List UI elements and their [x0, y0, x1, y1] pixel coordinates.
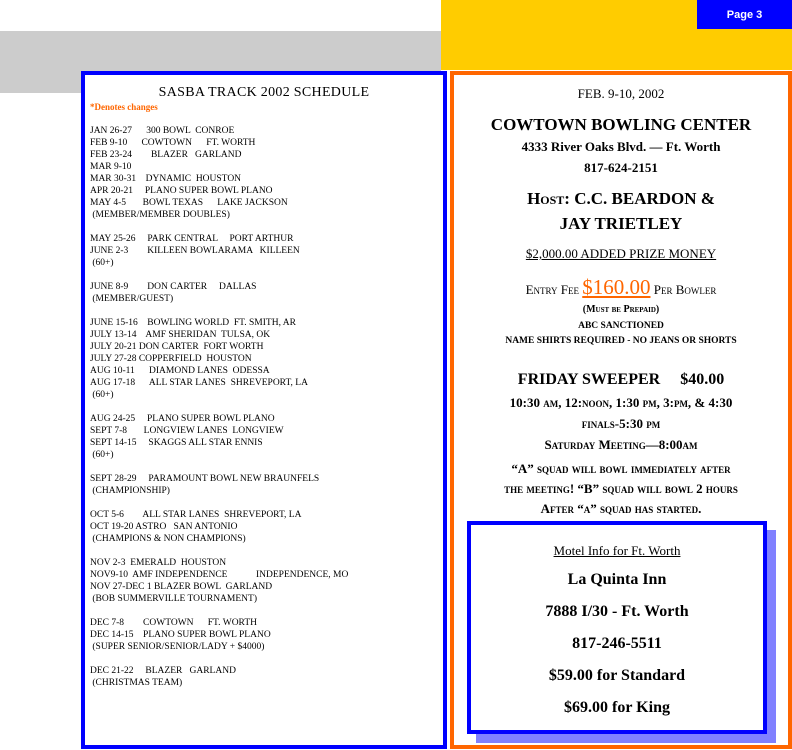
squad-line-2: the meeting! “B” squad will bowl 2 hours: [504, 481, 738, 496]
schedule-spacer: [90, 461, 348, 473]
motel-king-rate: $69.00 for King: [564, 699, 670, 716]
schedule-entry: AUG 17-18 ALL STAR LANES SHREVEPORT, LA: [90, 378, 308, 388]
bowling-center-name: COWTOWN BOWLING CENTER: [490, 115, 752, 134]
schedule-entry: (60+): [90, 450, 114, 460]
schedule-entry: FEB 23-24 BLAZER GARLAND: [90, 150, 242, 160]
schedule-entry: SEPT 28-29 PARAMOUNT BOWL NEW BRAUNFELS: [90, 474, 320, 484]
schedule-entry: JULY 13-14 AMF SHERIDAN TULSA, OK: [90, 330, 271, 340]
schedule-entry: (60+): [90, 258, 114, 268]
schedule-entry: OCT 5-6 ALL STAR LANES SHREVEPORT, LA: [90, 510, 302, 520]
schedule-entry: MAR 9-10: [90, 162, 132, 172]
schedule-entry: JUNE 15-16 BOWLING WORLD FT. SMITH, AR: [90, 318, 297, 328]
entry-fee-amount: $160.00: [582, 275, 651, 299]
motel-standard-rate: $59.00 for Standard: [548, 667, 686, 684]
schedule-entry: JUNE 2-3 KILLEEN BOWLARAMA KILLEEN: [90, 246, 300, 256]
schedule-spacer: [90, 305, 348, 317]
schedule-entry: JULY 27-28 COPPERFIELD HOUSTON: [90, 354, 252, 364]
schedule-entry: DEC 14-15 PLANO SUPER BOWL PLANO: [90, 630, 271, 640]
schedule-entry: MAY 25-26 PARK CENTRAL PORT ARTHUR: [90, 234, 294, 244]
prepaid-note: (Must be Prepaid): [582, 304, 660, 315]
motel-name: La Quinta Inn: [567, 571, 667, 588]
schedule-entry: JUNE 8-9 DON CARTER DALLAS: [90, 282, 257, 292]
schedule-entry: AUG 10-11 DIAMOND LANES ODESSA: [90, 366, 270, 376]
entry-suffix: Per Bowler: [650, 282, 717, 297]
center-phone: 817-624-2151: [584, 160, 658, 175]
schedule-entry: NOV 27-DEC 1 BLAZER BOWL GARLAND: [90, 582, 273, 592]
squad-line-3: After “a” squad has started.: [540, 501, 702, 516]
schedule-entry: JAN 26-27 300 BOWL CONROE: [90, 126, 235, 136]
schedule-spacer: [90, 497, 348, 509]
schedule-entry: SEPT 7-8 LONGVIEW LANES LONGVIEW: [90, 426, 284, 436]
schedule-spacer: [90, 221, 348, 233]
schedule-entry: APR 20-21 PLANO SUPER BOWL PLANO: [90, 186, 273, 196]
entry-fee-line: [454, 275, 788, 300]
schedule-entry: DEC 21-22 BLAZER GARLAND: [90, 666, 236, 676]
schedule-entry: NOV 2-3 EMERALD HOUSTON: [90, 558, 227, 568]
saturday-meeting: Saturday Meeting—8:00am: [544, 437, 698, 452]
host-line-1: Host: C.C. BEARDON &: [527, 189, 715, 208]
schedule-entry: (60+): [90, 390, 114, 400]
schedule-entry: AUG 24-25 PLANO SUPER BOWL PLANO: [90, 414, 275, 424]
event-date: FEB. 9-10, 2002: [577, 86, 665, 101]
schedule-entry: NOV9-10 AMF INDEPENDENCE INDEPENDENCE, MO: [90, 570, 349, 580]
schedule-entry: OCT 19-20 ASTRO SAN ANTONIO: [90, 522, 238, 532]
schedule-spacer: [90, 401, 348, 413]
schedule-spacer: [90, 545, 348, 557]
dress-code-note: NAME SHIRTS REQUIRED - NO JEANS OR SHORTS: [505, 336, 737, 346]
entry-prefix: Entry Fee: [525, 282, 583, 297]
schedule-list: [90, 125, 348, 689]
schedule-entry: MAY 4-5 BOWL TEXAS LAKE JACKSON: [90, 198, 288, 208]
schedule-entry: (MEMBER/MEMBER DOUBLES): [90, 210, 230, 220]
friday-sweeper: FRIDAY SWEEPER $40.00: [517, 371, 725, 388]
schedule-entry: SEPT 14-15 SKAGGS ALL STAR ENNIS: [90, 438, 263, 448]
schedule-spacer: [90, 605, 348, 617]
sanction-note: ABC SANCTIONED: [578, 321, 664, 331]
squad-info: [454, 459, 788, 519]
host-line-2: JAY TRIETLEY: [559, 214, 683, 233]
page-number-tab: Page 3: [697, 0, 792, 29]
schedule-spacer: [90, 269, 348, 281]
schedule-entry: (MEMBER/GUEST): [90, 294, 174, 304]
schedule-title: SASBA TRACK 2002 SCHEDULE: [158, 85, 370, 100]
squad-line-1: “A” squad will bowl immediately after: [511, 461, 731, 476]
motel-address: 7888 I/30 - Ft. Worth: [545, 603, 689, 620]
schedule-entry: (SUPER SENIOR/SENIOR/LADY + $4000): [90, 642, 265, 652]
schedule-entry: (BOB SUMMERVILLE TOURNAMENT): [90, 594, 257, 604]
schedule-panel: [81, 71, 447, 749]
schedule-entry: (CHAMPIONS & NON CHAMPIONS): [90, 534, 246, 544]
schedule-entry: MAR 30-31 DYNAMIC HOUSTON: [90, 174, 242, 184]
center-address: 4333 River Oaks Blvd. — Ft. Worth: [521, 139, 721, 154]
changes-note: *Denotes changes: [90, 102, 158, 112]
schedule-entry: JULY 20-21 DON CARTER FORT WORTH: [90, 342, 264, 352]
prize-money: $2,000.00 ADDED PRIZE MONEY: [525, 246, 717, 261]
motel-phone: 817-246-5511: [572, 635, 662, 652]
schedule-entry: (CHAMPIONSHIP): [90, 486, 170, 496]
sweeper-times: 10:30 am, 12:noon, 1:30 pm, 3:pm, & 4:30: [509, 395, 733, 410]
schedule-entry: (CHRISTMAS TEAM): [90, 678, 183, 688]
schedule-spacer: [90, 653, 348, 665]
schedule-entry: DEC 7-8 COWTOWN FT. WORTH: [90, 618, 257, 628]
finals-time: finals-5:30 pm: [581, 416, 661, 431]
motel-heading: Motel Info for Ft. Worth: [553, 543, 681, 558]
motel-info-box: [467, 521, 767, 734]
schedule-entry: FEB 9-10 COWTOWN FT. WORTH: [90, 138, 256, 148]
